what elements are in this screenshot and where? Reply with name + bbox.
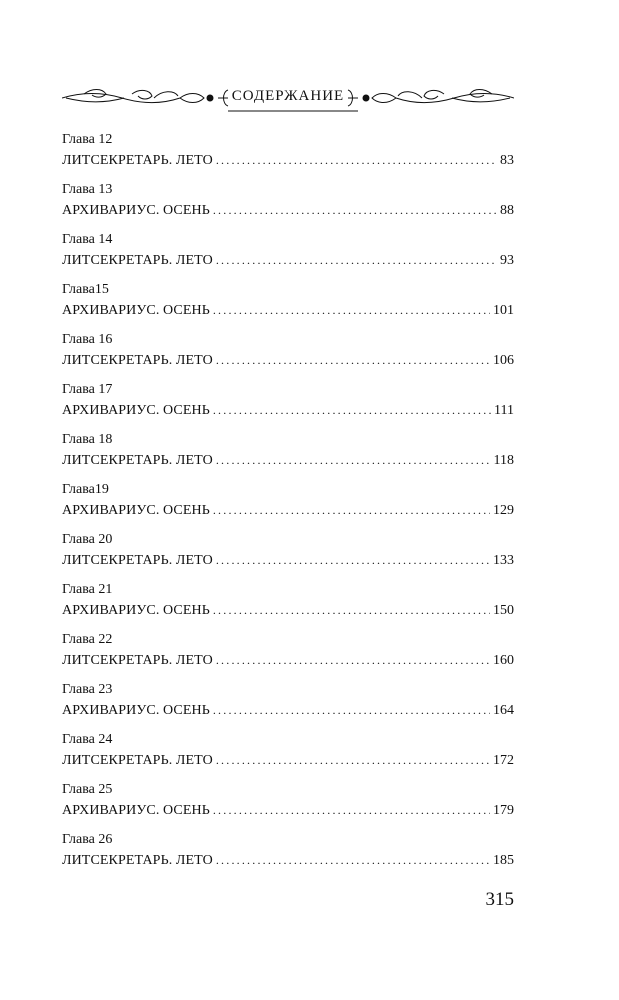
chapter-page-number: 185: [493, 853, 514, 868]
chapter-page-number: 129: [493, 503, 514, 518]
table-of-contents: [62, 129, 514, 879]
chapter-title: АРХИВАРИУС. ОСЕНЬ: [62, 503, 210, 518]
chapter-label: Глава 12: [62, 132, 113, 147]
chapter-label: Глава 16: [62, 332, 113, 347]
chapter-title: ЛИТСЕКРЕТАРЬ. ЛЕТО: [62, 753, 213, 768]
toc-entry: [62, 579, 514, 629]
chapter-title: ЛИТСЕКРЕТАРЬ. ЛЕТО: [62, 853, 213, 868]
chapter-label: Глава19: [62, 482, 109, 497]
dot-leader: [216, 550, 490, 571]
chapter-label: Глава 26: [62, 832, 113, 847]
toc-header: [62, 80, 514, 116]
dot-leader: [216, 850, 490, 871]
chapter-page-number: 88: [500, 203, 514, 218]
chapter-label: Глава15: [62, 282, 109, 297]
chapter-title: АРХИВАРИУС. ОСЕНЬ: [62, 403, 210, 418]
dot-leader: [213, 600, 490, 621]
chapter-page-number: 106: [493, 353, 514, 368]
dot-leader: [213, 500, 490, 521]
chapter-title: ЛИТСЕКРЕТАРЬ. ЛЕТО: [62, 353, 213, 368]
toc-line: [62, 700, 514, 721]
page-number: 315: [485, 889, 514, 910]
toc-line: [62, 600, 514, 621]
chapter-label: Глава 23: [62, 682, 113, 697]
toc-line: [62, 800, 514, 821]
toc-line: [62, 650, 514, 671]
chapter-page-number: 133: [493, 553, 514, 568]
dot-leader: [216, 450, 491, 471]
toc-line: [62, 500, 514, 521]
toc-line: [62, 550, 514, 571]
toc-entry: [62, 679, 514, 729]
chapter-label: Глава 13: [62, 182, 113, 197]
chapter-label: Глава 18: [62, 432, 113, 447]
dot-leader: [216, 150, 497, 171]
chapter-label: Глава 22: [62, 632, 113, 647]
chapter-title: ЛИТСЕКРЕТАРЬ. ЛЕТО: [62, 153, 213, 168]
chapter-title: АРХИВАРИУС. ОСЕНЬ: [62, 303, 210, 318]
chapter-page-number: 111: [494, 403, 514, 418]
chapter-title: АРХИВАРИУС. ОСЕНЬ: [62, 603, 210, 618]
toc-entry: [62, 529, 514, 579]
toc-line: [62, 150, 514, 171]
toc-line: [62, 300, 514, 321]
chapter-title: АРХИВАРИУС. ОСЕНЬ: [62, 803, 210, 818]
chapter-title: ЛИТСЕКРЕТАРЬ. ЛЕТО: [62, 453, 213, 468]
chapter-label: Глава 25: [62, 782, 113, 797]
toc-line: [62, 200, 514, 221]
chapter-page-number: 172: [493, 753, 514, 768]
toc-title: СОДЕРЖАНИЕ: [231, 88, 345, 104]
toc-line: [62, 450, 514, 471]
toc-entry: [62, 179, 514, 229]
chapter-label: Глава 17: [62, 382, 113, 397]
toc-line: [62, 350, 514, 371]
dot-leader: [213, 800, 490, 821]
toc-entry: [62, 729, 514, 779]
dot-leader: [213, 700, 490, 721]
chapter-label: Глава 21: [62, 582, 113, 597]
chapter-page-number: 179: [493, 803, 514, 818]
dot-leader: [213, 200, 497, 221]
toc-line: [62, 250, 514, 271]
toc-line: [62, 850, 514, 871]
chapter-title: ЛИТСЕКРЕТАРЬ. ЛЕТО: [62, 553, 213, 568]
toc-entry: [62, 379, 514, 429]
chapter-page-number: 93: [500, 253, 514, 268]
dot-leader: [216, 750, 490, 771]
chapter-page-number: 164: [493, 703, 514, 718]
chapter-title: АРХИВАРИУС. ОСЕНЬ: [62, 203, 210, 218]
dot-leader: [216, 350, 490, 371]
toc-entry: [62, 629, 514, 679]
chapter-label: Глава 20: [62, 532, 113, 547]
chapter-page-number: 160: [493, 653, 514, 668]
toc-entry: [62, 229, 514, 279]
toc-line: [62, 750, 514, 771]
chapter-page-number: 118: [493, 453, 514, 468]
toc-line: [62, 400, 514, 421]
dot-leader: [216, 250, 497, 271]
toc-entry: [62, 279, 514, 329]
dot-leader: [213, 400, 491, 421]
chapter-label: Глава 14: [62, 232, 113, 247]
chapter-title: АРХИВАРИУС. ОСЕНЬ: [62, 703, 210, 718]
chapter-title: ЛИТСЕКРЕТАРЬ. ЛЕТО: [62, 653, 213, 668]
dot-leader: [216, 650, 490, 671]
chapter-page-number: 83: [500, 153, 514, 168]
toc-entry: [62, 329, 514, 379]
toc-entry: [62, 829, 514, 879]
dot-leader: [213, 300, 490, 321]
chapter-title: ЛИТСЕКРЕТАРЬ. ЛЕТО: [62, 253, 213, 268]
toc-entry: [62, 429, 514, 479]
toc-entry: [62, 779, 514, 829]
toc-entry: [62, 479, 514, 529]
chapter-label: Глава 24: [62, 732, 113, 747]
chapter-page-number: 150: [493, 603, 514, 618]
toc-entry: [62, 129, 514, 179]
chapter-page-number: 101: [493, 303, 514, 318]
